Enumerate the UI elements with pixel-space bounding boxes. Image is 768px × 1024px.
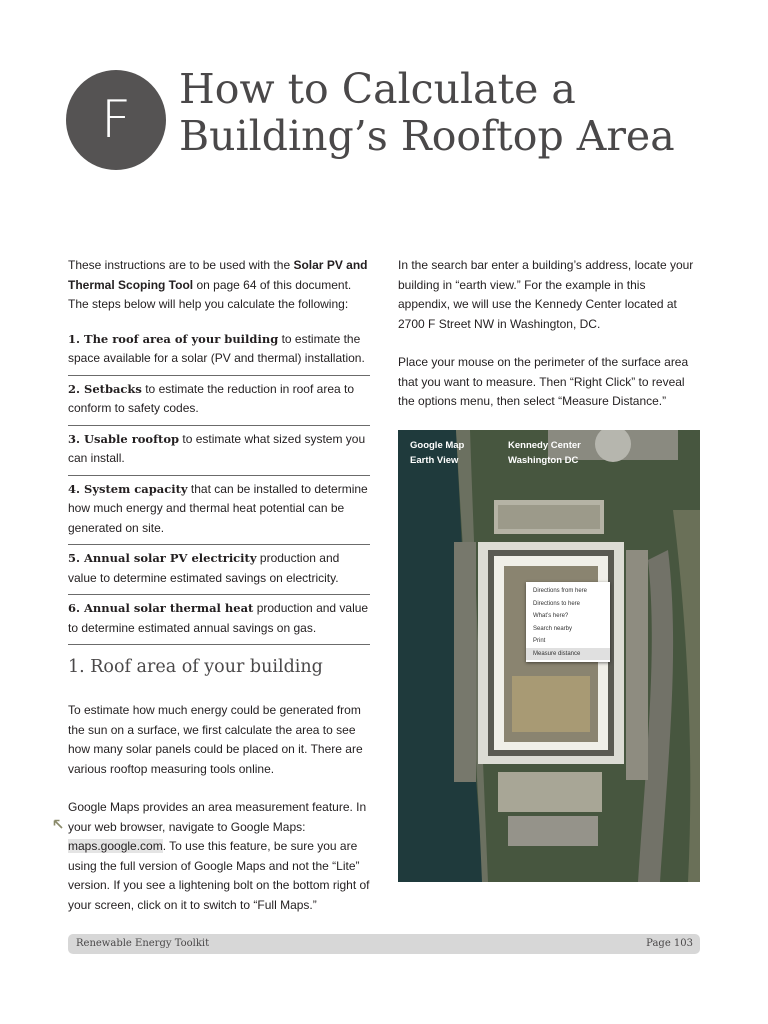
intro-paragraph [68, 256, 370, 315]
appendix-letter: F [101, 90, 131, 150]
section-heading: 1. Roof area of your building [68, 657, 323, 677]
menu-item-directions-from[interactable]: Directions from here [533, 588, 588, 594]
map-label-location [508, 438, 581, 468]
left-column [68, 256, 370, 934]
step-text: that can be installed to determine how much energy and thermal heat potential can be generated on site. [68, 481, 368, 535]
step-item [68, 330, 370, 376]
steps-list [68, 330, 370, 646]
footer-page-number: Page 103 [646, 938, 693, 949]
tool-name: Solar PV and Thermal Scoping Tool [68, 258, 368, 292]
intro-text: These instructions are to be used with the [68, 258, 294, 272]
footer-publication: Renewable Energy Toolkit [76, 938, 210, 949]
step-lead: 6. Annual solar thermal heat [68, 601, 254, 615]
paragraph-search: In the search bar enter a building’s address, locate your building in “earth view.” For the example in this appendix, we will use the Kennedy Center located at 2700 F Street NW in Washington, DC. [398, 258, 694, 331]
maps-link[interactable]: maps.google.com [68, 839, 163, 853]
step-text: to estimate the space available for a solar (PV and thermal) installation. [68, 331, 365, 365]
step-item [68, 595, 370, 645]
right-column [398, 256, 700, 431]
menu-item-search-nearby[interactable]: Search nearby [533, 625, 573, 632]
paragraph-google-maps [68, 798, 370, 915]
intro-text-end: on page 64 of this document. The steps below will help you calculate the following: [68, 277, 352, 311]
paragraph-estimate: To estimate how much energy could be generated from the sun on a surface, we first calculate the area to see how many solar panels could be placed on it. There are various rooftop measuring tools online. [68, 703, 363, 776]
step-item [68, 376, 370, 426]
title-line-2: Building’s Rooftop Area [179, 112, 675, 160]
map-label-line: Washington DC [508, 455, 579, 466]
paragraph-measure: Place your mouse on the perimeter of the surface area that you want to measure. Then “Right Click” to reveal the options menu, then select “Measure Distance.” [398, 355, 689, 408]
step-lead: 3. Usable rooftop [68, 431, 180, 446]
map-label-line: Earth View [410, 455, 459, 466]
menu-item-print[interactable]: Print [533, 638, 546, 644]
arrow-up-left-icon [52, 818, 64, 830]
menu-item-directions-to[interactable]: Directions to here [533, 600, 581, 607]
page-footer [68, 934, 700, 954]
context-menu [526, 582, 610, 662]
step-text: production and value to determine estimated savings on electricity. [68, 551, 340, 585]
step-text: to estimate what sized system you can install. [68, 431, 366, 465]
google-maps-text-end: . To use this feature, be sure you are using the full version of Google Maps and not the “Lite” version. If you see a lightening bolt on the bottom right of your screen, click on it to switch to “Full Maps.” [68, 839, 370, 912]
menu-item-whats-here[interactable]: What’s here? [533, 613, 569, 619]
google-maps-text: Google Maps provides an area measurement feature. In your web browser, navigate to Google Maps: [68, 800, 367, 834]
step-lead: 4. System capacity [68, 481, 188, 496]
step-lead: 2. Setbacks [68, 381, 142, 396]
satellite-map-image [398, 430, 700, 882]
step-item [68, 476, 370, 546]
step-item [68, 545, 370, 595]
step-text: to estimate the reduction in roof area to conform to safety codes. [68, 381, 355, 415]
step-text: production and value to determine estimated annual savings on gas. [68, 601, 369, 635]
map-label-line: Google Map [410, 440, 465, 451]
map-label-earth-view [410, 438, 464, 468]
page-title [179, 66, 739, 160]
menu-item-measure-distance[interactable]: Measure distance [526, 648, 610, 661]
step-lead: 5. Annual solar PV electricity [68, 551, 257, 565]
step-lead: 1. The roof area of your building [68, 331, 279, 346]
appendix-badge [66, 70, 166, 170]
step-item [68, 426, 370, 476]
map-label-line: Kennedy Center [508, 440, 581, 451]
title-line-1: How to Calculate a [179, 65, 576, 113]
